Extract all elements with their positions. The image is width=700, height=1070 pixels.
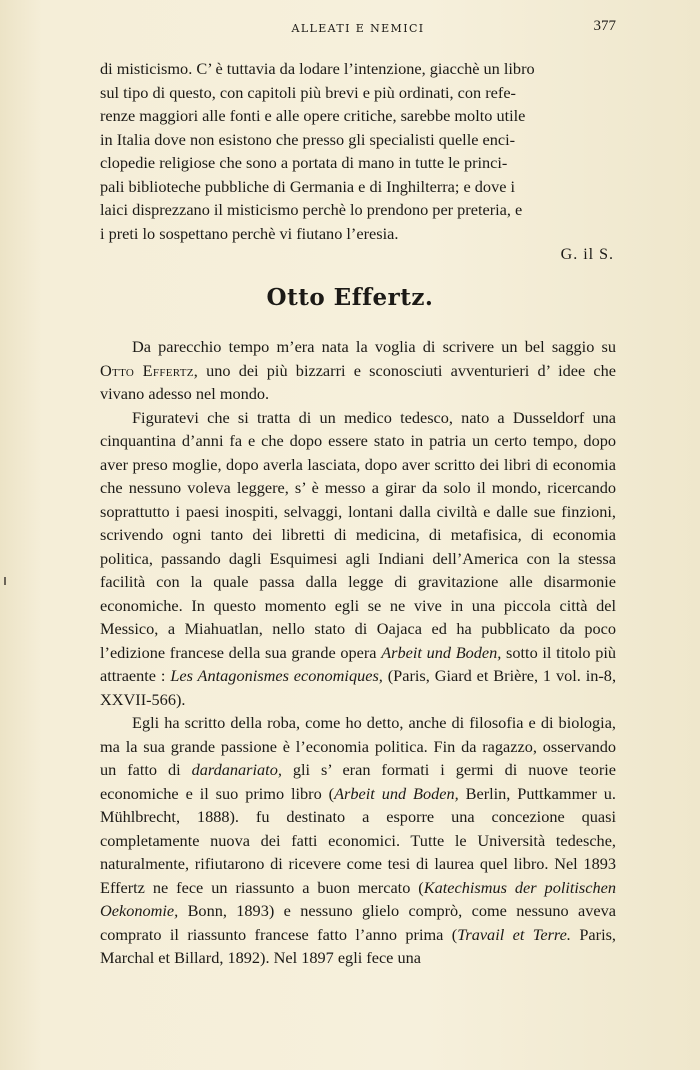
book-title: Arbeit und Boden,	[334, 783, 459, 803]
previous-article-ending	[100, 57, 616, 245]
text-line: laici disprezzano il misticismo perchè lo prendono per preteria, e	[100, 200, 523, 219]
page-number: 377	[593, 18, 616, 34]
paragraph	[100, 335, 616, 406]
text-line: clopedie religiose che sono a portata di mano in tutte le princi-	[100, 153, 508, 172]
paragraph-text: Figuratevi che si tratta di un medico tedesco, nato a Dusseldorf una cinquantina d’anni fa e che dopo essere stato in patria un certo tempo, dopo aver preso moglie, dopo averla lasciata, dopo aver scritto dei libri di economia che nessuno voleva leggere, s’ è messo a girar da solo il mondo, ricercando soprattutto i paesi inospiti, selvaggi, lontani dalla civiltà e dalle sue finzioni, scrivendo ogni tanto dei libretti di medicina, di metafisica, di economia politica, passando dagli Esquimesi agli Indiani dell’America con la stessa facilità con la quale passa dalla legge di gravitazione alle disarmonie economiche. In questo momento egli se ne vive in una piccola città del Messico, a Miahuatlan, nello stato di Oajaca ed ha pubblicato da poco l’edizione francese della sua grande opera	[100, 407, 616, 662]
book-title: Travail et Terre.	[457, 924, 571, 944]
paragraph-text: Da parecchio tempo m’era nata la voglia di scrivere un bel saggio su	[132, 337, 616, 356]
page-header	[100, 18, 616, 42]
article-body	[100, 335, 616, 970]
text-line: sul tipo di questo, con capitoli più brevi e più ordinati, con refe-	[100, 82, 516, 102]
text-line: di misticismo. C’ è tuttavia da lodare l’intenzione, giacchè un libro	[100, 59, 535, 78]
book-title: Arbeit und Boden,	[381, 642, 502, 662]
paragraph-text: Bonn, 1893) e nessuno glielo comprò, come nessuno aveva comprato il riassunto francese fatto l’anno prima (	[100, 901, 616, 944]
paragraph-text: Berlin, Puttkammer u. Mühlbrecht, 1888). fu destinato a esporre una concezione quasi completamente nuova dei fatti economici. Tutte le Università tedesche, naturalmente, rifiutarono di ricevere come tesi di laurea quel libro. Nel 1893 Effertz ne fece un riassunto a buon mercato (	[100, 783, 617, 897]
paragraph	[100, 406, 616, 712]
text-line: i preti lo sospettano perchè vi fiutano l’eresia.	[100, 223, 399, 243]
paragraph-text: Egli ha scritto della roba, come ho detto, anche di filosofia e di biologia, ma la sua grande passione è l’economia politica. Fin da ragazzo, osservando un fatto di	[100, 713, 616, 779]
text-line: renze maggiori alle fonti e alle opere critiche, sarebbe molto utile	[100, 106, 526, 125]
author-signature: G. il S.	[560, 246, 614, 263]
paragraph-text: Paris, Marchal et Billard, 1892). Nel 1897 egli fece una	[100, 924, 617, 967]
book-title: Les Antagonismes economiques,	[170, 666, 383, 685]
paragraph-text: (Paris, Giard et Brière, 1 vol. in-8, XXVII-566).	[100, 666, 617, 709]
text-line: pali biblioteche pubbliche di Germania e di Inghilterra; e dove i	[100, 176, 516, 196]
margin-mark	[4, 577, 6, 585]
book-title: Katechismus der politischen Oekonomie,	[100, 877, 617, 920]
paragraph-text: , uno dei più bizzarri e sconosciuti avventurieri d’ idee che vivano adesso nel mondo.	[100, 360, 616, 403]
italic-term: dardanariato,	[191, 760, 282, 779]
author-name: Otto Effertz	[100, 360, 194, 380]
paragraph	[100, 711, 616, 970]
paragraph-text: sotto il titolo più attraente :	[100, 642, 616, 685]
text-line: in Italia dove non esistono che presso gli specialisti quelle enci-	[100, 129, 516, 149]
article-title: Otto Effertz.	[266, 284, 434, 311]
paragraph-text: gli s’ eran formati i germi di nuove teorie economiche e il suo primo libro (	[100, 760, 616, 803]
running-title: ALLEATI E NEMICI	[291, 22, 425, 35]
